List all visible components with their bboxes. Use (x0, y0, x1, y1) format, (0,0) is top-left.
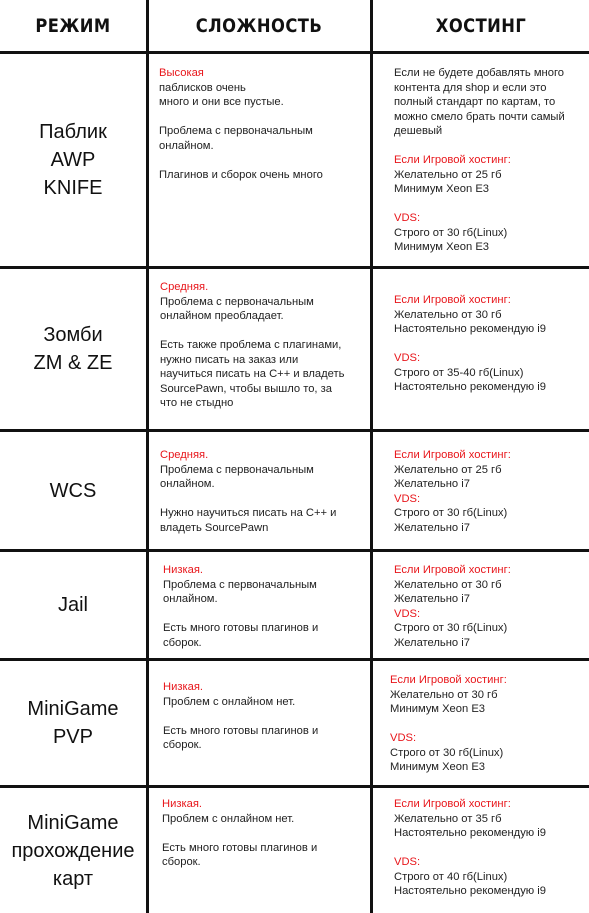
difficulty-line: онлайном. (159, 139, 214, 152)
header-mode: РЕЖИМ (35, 15, 111, 37)
difficulty-line: Проблема с первоначальным (159, 125, 313, 137)
difficulty-line: научиться писать на C++ и владеть (160, 368, 345, 380)
difficulty-cell (163, 563, 371, 650)
difficulty-line: Есть много готовы плагинов и (162, 841, 318, 854)
hosting-line (394, 197, 586, 212)
difficulty-line (162, 826, 370, 841)
mode-line: MiniGame (27, 811, 119, 834)
difficulty-level: Средняя. (160, 449, 209, 461)
difficulty-line: сборок. (163, 636, 202, 649)
difficulty-line: онлайном. (160, 478, 215, 490)
difficulty-line: Есть также проблема с плагинами, (160, 339, 342, 351)
difficulty-line: Плагинов и сборок очень много (159, 168, 323, 181)
hosting-heading: VDS: (394, 492, 421, 505)
difficulty-cell (160, 448, 368, 535)
hosting-line: Желательно от 35 гб (394, 812, 502, 825)
hosting-cell (394, 293, 586, 395)
hosting-heading: VDS: (394, 352, 421, 364)
difficulty-line (163, 709, 371, 724)
difficulty-line: онлайном. (163, 593, 218, 605)
hosting-line: Строго от 40 гб(Linux) (394, 870, 508, 883)
difficulty-line: Проблем с онлайном нет. (162, 812, 295, 825)
difficulty-line: что не стыдно (160, 397, 234, 409)
difficulty-line: Есть много готовы плагинов и (163, 622, 319, 634)
hosting-line: Желательно от 30 гб (394, 308, 502, 321)
difficulty-level: Низкая. (163, 564, 203, 576)
hosting-cell (394, 66, 586, 255)
difficulty-line: нужно писать на заказ или (160, 353, 299, 366)
difficulty-line: Проблема с первоначальным (163, 578, 317, 591)
difficulty-line (159, 110, 367, 125)
difficulty-line: Проблема с первоначальным (160, 295, 314, 308)
difficulty-cell (159, 66, 367, 182)
hosting-heading: VDS: (394, 856, 421, 868)
hosting-line: Строго от 30 гб(Linux) (390, 746, 504, 759)
difficulty-cell (160, 280, 368, 411)
mode-line: карт (52, 867, 94, 890)
difficulty-line: Проблема с первоначальным (160, 463, 314, 476)
difficulty-line: паблисков очень (159, 81, 246, 94)
hosting-line: дешевый (394, 125, 443, 137)
hosting-line: Настоятельно рекомендую i9 (394, 381, 546, 393)
mode-line: прохождение (11, 839, 135, 862)
hosting-line: Строго от 30 гб(Linux) (394, 622, 508, 634)
hosting-line: контента для shop и если это (394, 81, 547, 94)
hosting-line: Желательно от 25 гб (394, 168, 502, 181)
hosting-line: Если не будете добавлять много (394, 67, 565, 79)
mode-line: PVP (52, 726, 93, 748)
difficulty-level: Низкая. (162, 798, 202, 810)
hosting-cell (390, 673, 582, 775)
difficulty-level: Низкая. (163, 681, 203, 693)
difficulty-line: сборок. (163, 739, 202, 751)
difficulty-line: Проблем с онлайном нет. (163, 695, 296, 708)
mode-cell (0, 661, 146, 785)
hosting-heading: Если Игровой хостинг: (394, 564, 511, 576)
difficulty-line: Нужно научиться писать на C++ и (160, 507, 337, 519)
difficulty-line: много и они все пустые. (159, 96, 284, 108)
hosting-line: Минимум Xeon E3 (394, 183, 490, 195)
hosting-line: Строго от 30 гб(Linux) (394, 226, 508, 239)
mode-line: WCS (49, 479, 97, 502)
difficulty-cell (162, 797, 370, 870)
mode-cell (0, 788, 146, 913)
difficulty-line: SourcePawn, чтобы вышло то, за (160, 382, 332, 395)
hosting-line: Настоятельно рекомендую i9 (394, 885, 546, 897)
difficulty-level: Высокая (159, 67, 204, 79)
mode-line: ZM & ZE (33, 352, 113, 374)
difficulty-line (159, 153, 367, 168)
hosting-line (390, 717, 582, 732)
hosting-line (394, 841, 586, 856)
hosting-heading: Если Игровой хостинг: (394, 449, 511, 461)
mode-cell (0, 432, 146, 549)
hosting-line: Минимум Xeon E3 (390, 703, 486, 715)
difficulty-cell (163, 680, 371, 753)
hosting-line: Желательно i7 (394, 521, 470, 534)
difficulty-line: сборок. (162, 856, 201, 868)
difficulty-level: Средняя. (160, 281, 209, 293)
difficulty-line (160, 324, 368, 339)
hosting-line: Настоятельно рекомендую i9 (394, 323, 546, 335)
mode-cell (0, 552, 146, 658)
hosting-line: Минимум Xeon E3 (394, 241, 490, 253)
mode-line: Jail (57, 594, 88, 616)
mode-line: Паблик (39, 121, 107, 143)
difficulty-line: онлайном преобладает. (160, 310, 284, 322)
hosting-line: Желательно i7 (394, 478, 470, 490)
column-divider (146, 0, 149, 913)
hosting-cell (394, 448, 586, 535)
hosting-cell (394, 563, 586, 650)
hosting-heading: VDS: (394, 607, 421, 620)
mode-line: AWP (50, 149, 96, 171)
difficulty-line: владеть SourcePawn (160, 521, 269, 534)
hosting-line: Желательно от 30 гб (394, 578, 502, 591)
header-hosting: ХОСТИНГ (435, 15, 527, 37)
hosting-heading: VDS: (390, 732, 417, 744)
hosting-heading: Если Игровой хостинг: (394, 294, 511, 306)
hosting-cell (394, 797, 586, 899)
mode-line: MiniGame (27, 698, 119, 720)
hosting-line: Минимум Xeon E3 (390, 761, 486, 773)
mode-cell (0, 269, 146, 429)
column-divider (370, 0, 373, 913)
hosting-heading: Если Игровой хостинг: (394, 798, 511, 810)
difficulty-line (160, 492, 368, 507)
mode-line: Зомби (43, 324, 103, 346)
hosting-heading: Если Игровой хостинг: (390, 674, 507, 686)
mode-line: KNIFE (43, 177, 103, 199)
hosting-line: Строго от 35-40 гб(Linux) (394, 366, 524, 379)
header-difficulty: СЛОЖНОСТЬ (195, 15, 323, 37)
hosting-line: Строго от 30 гб(Linux) (394, 507, 508, 519)
hosting-heading: VDS: (394, 212, 421, 224)
hosting-line (394, 139, 586, 154)
difficulty-line (163, 607, 371, 622)
hosting-line: можно смело брать почти самый (394, 110, 565, 123)
hosting-line: Желательно i7 (394, 636, 470, 649)
hosting-line: Желательно от 25 гб (394, 463, 502, 476)
hosting-line: Настоятельно рекомендую i9 (394, 827, 546, 839)
hosting-line: Желательно i7 (394, 593, 470, 605)
difficulty-line: Есть много готовы плагинов и (163, 724, 319, 737)
hosting-line: полный стандарт по картам, то (394, 96, 556, 108)
hosting-heading: Если Игровой хостинг: (394, 154, 511, 166)
hosting-line: Желательно от 30 гб (390, 688, 498, 701)
mode-cell (0, 54, 146, 266)
hosting-line (394, 337, 586, 352)
